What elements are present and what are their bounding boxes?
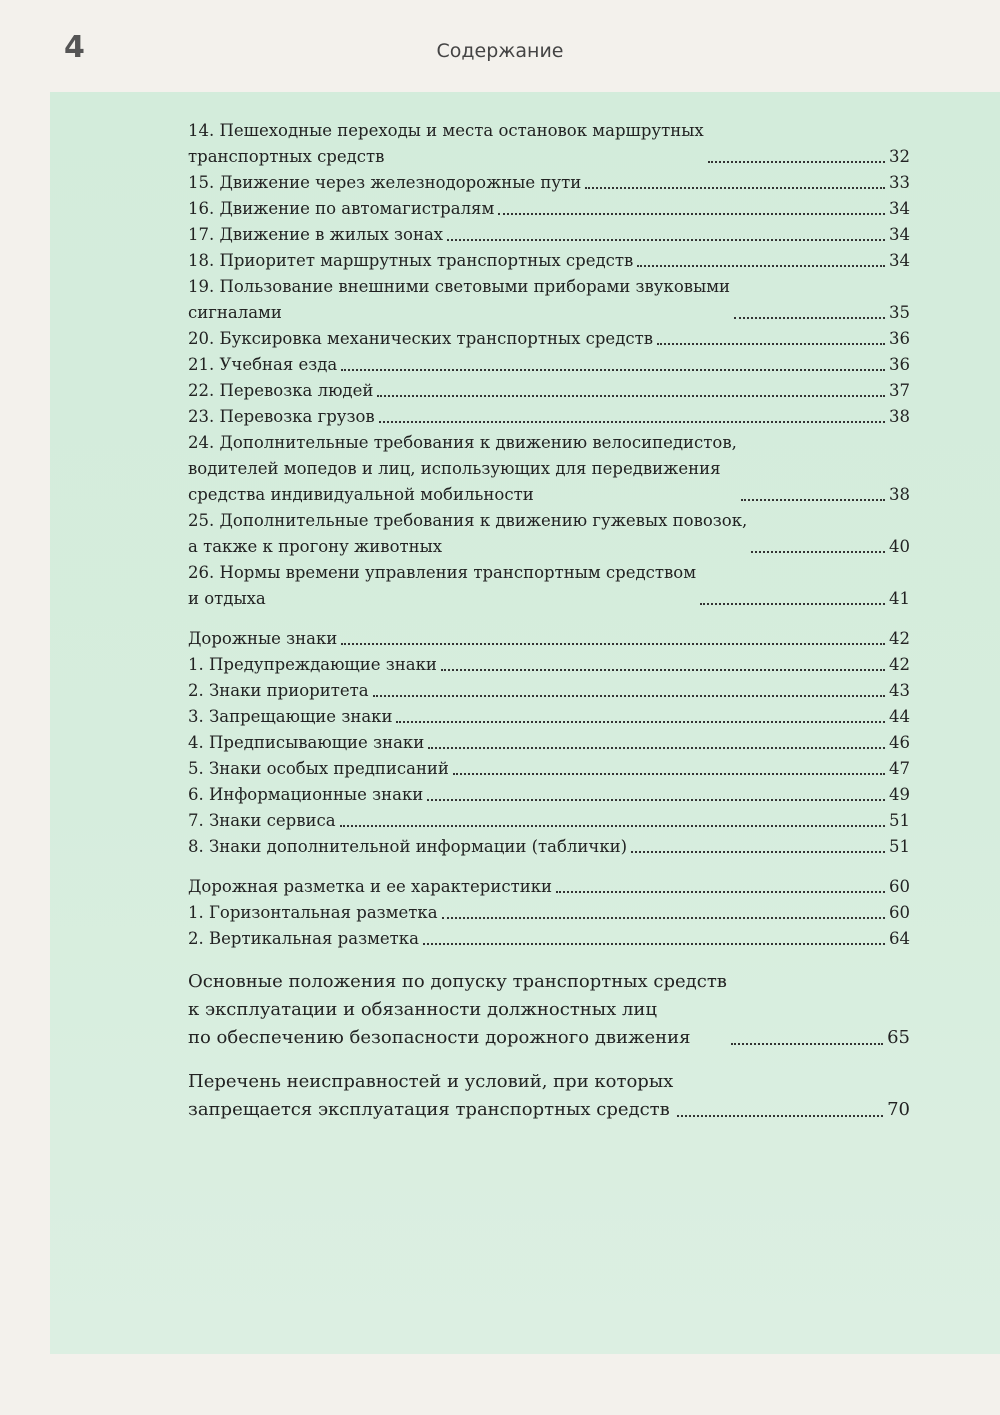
dot-leader xyxy=(340,824,885,827)
toc-entry-title: 6. Информационные знаки xyxy=(188,785,424,804)
toc-entry-title: 22. Перевозка людей xyxy=(188,381,374,400)
toc-entry-title: Основные положения по допуску транспортных средств к эксплуатации и обязанности должностных лиц по обеспечению безопасности дорожного движения xyxy=(188,971,727,1048)
toc-entry xyxy=(188,326,910,352)
toc-entry-title: Перечень неисправностей и условий, при которых запрещается эксплуатация транспортных средств xyxy=(188,1071,674,1120)
toc-entry xyxy=(188,118,910,170)
toc-entry xyxy=(188,274,910,326)
dot-leader xyxy=(427,798,885,801)
toc-entry xyxy=(188,834,910,860)
toc-entry-title: 1. Горизонтальная разметка xyxy=(188,903,438,922)
toc-entry xyxy=(188,756,910,782)
toc-entry-page: 41 xyxy=(889,589,910,608)
toc-entry-page: 38 xyxy=(889,485,910,504)
dot-leader xyxy=(585,186,885,189)
toc-entry-title: 5. Знаки особых предписаний xyxy=(188,759,449,778)
dot-leader xyxy=(377,394,885,397)
toc-entry xyxy=(188,378,910,404)
toc-entry xyxy=(188,808,910,834)
toc-entry-title: 18. Приоритет маршрутных транспортных средств xyxy=(188,251,634,270)
toc-entry xyxy=(188,704,910,730)
dot-leader xyxy=(428,746,885,749)
dot-leader xyxy=(700,602,885,605)
dot-leader xyxy=(441,668,885,671)
toc-entry-page: 51 xyxy=(889,811,910,830)
dot-leader xyxy=(396,720,885,723)
toc-entry-page: 47 xyxy=(889,759,910,778)
toc-entry xyxy=(188,926,910,952)
dot-leader xyxy=(556,890,885,893)
toc-entry-title: 2. Знаки приоритета xyxy=(188,681,369,700)
toc-section-malfunctions xyxy=(188,1068,910,1124)
dot-leader xyxy=(734,316,885,319)
toc-entry-title: 26. Нормы времени управления транспортным средством и отдыха xyxy=(188,563,697,608)
dot-leader xyxy=(453,772,885,775)
toc-entry-title: 14. Пешеходные переходы и места остановок маршрутных транспортных средств xyxy=(188,121,704,166)
toc-entry-page: 34 xyxy=(889,199,910,218)
toc-entry-title: 23. Перевозка грузов xyxy=(188,407,375,426)
toc-entry-page: 51 xyxy=(889,837,910,856)
toc-entry xyxy=(188,404,910,430)
dot-leader xyxy=(741,498,885,501)
toc-entry-title: 25. Дополнительные требования к движению гужевых повозок, а также к прогону животных xyxy=(188,511,748,556)
toc-entry xyxy=(188,508,910,560)
toc-entry-title: 2. Вертикальная разметка xyxy=(188,929,419,948)
toc-entry xyxy=(188,196,910,222)
toc-entry-page: 70 xyxy=(887,1099,910,1120)
toc-entry-page: 35 xyxy=(889,303,910,322)
dot-leader xyxy=(708,160,885,163)
toc-entry xyxy=(188,170,910,196)
toc-entry xyxy=(188,560,910,612)
dot-leader xyxy=(677,1114,883,1117)
toc-entry-title: 1. Предупреждающие знаки xyxy=(188,655,437,674)
toc-entry-page: 34 xyxy=(889,225,910,244)
toc-entry-page: 44 xyxy=(889,707,910,726)
dot-leader xyxy=(447,238,885,241)
toc-entry xyxy=(188,352,910,378)
toc-entry xyxy=(188,782,910,808)
dot-leader xyxy=(751,550,885,553)
toc-entry-title: 4. Предписывающие знаки xyxy=(188,733,425,752)
toc-entry-title: 16. Движение по автомагистралям xyxy=(188,199,495,218)
toc-entry-title: 15. Движение через железнодорожные пути xyxy=(188,173,582,192)
dot-leader xyxy=(657,342,885,345)
toc-section-heading-road-markings xyxy=(188,874,910,900)
toc-entry-page: 46 xyxy=(889,733,910,752)
dot-leader xyxy=(341,642,885,645)
toc-entry-page: 33 xyxy=(889,173,910,192)
dot-leader xyxy=(498,212,885,215)
table-of-contents xyxy=(188,118,910,1124)
toc-entry-title: 17. Движение в жилых зонах xyxy=(188,225,444,244)
toc-section-heading-road-signs xyxy=(188,626,910,652)
toc-entry-title: 8. Знаки дополнительной информации (таблички) xyxy=(188,837,628,856)
dot-leader xyxy=(373,694,885,697)
toc-entry-title: 20. Буксировка механических транспортных средств xyxy=(188,329,654,348)
toc-entry-title: Дорожная разметка и ее характеристики xyxy=(188,877,553,896)
toc-entry-page: 40 xyxy=(889,537,910,556)
dot-leader xyxy=(731,1042,883,1045)
toc-entry-page: 42 xyxy=(889,629,910,648)
toc-entry-page: 60 xyxy=(889,877,910,896)
dot-leader xyxy=(341,368,885,371)
dot-leader xyxy=(442,916,885,919)
toc-entry xyxy=(188,430,910,508)
toc-entry xyxy=(188,900,910,926)
dot-leader xyxy=(423,942,885,945)
toc-entry-page: 38 xyxy=(889,407,910,426)
toc-entry-title: Дорожные знаки xyxy=(188,629,338,648)
toc-entry-page: 42 xyxy=(889,655,910,674)
toc-section-basic-provisions xyxy=(188,968,910,1052)
toc-entry xyxy=(188,652,910,678)
page-number: 4 xyxy=(64,30,85,65)
toc-entry-title: 3. Запрещающие знаки xyxy=(188,707,393,726)
toc-entry-page: 34 xyxy=(889,251,910,270)
toc-entry-page: 37 xyxy=(889,381,910,400)
toc-entry-title: 7. Знаки сервиса xyxy=(188,811,336,830)
toc-entry-page: 36 xyxy=(889,329,910,348)
toc-entry-page: 64 xyxy=(889,929,910,948)
toc-entry-page: 49 xyxy=(889,785,910,804)
toc-entry xyxy=(188,222,910,248)
dot-leader xyxy=(379,420,885,423)
dot-leader xyxy=(637,264,885,267)
toc-entry-page: 60 xyxy=(889,903,910,922)
toc-entry-page: 36 xyxy=(889,355,910,374)
toc-entry-page: 65 xyxy=(887,1027,910,1048)
running-header-title: Содержание xyxy=(436,40,564,62)
dot-leader xyxy=(631,850,885,853)
toc-entry-title: 19. Пользование внешними световыми приборами звуковыми сигналами xyxy=(188,277,731,322)
toc-entry-title: 21. Учебная езда xyxy=(188,355,338,374)
toc-entry xyxy=(188,730,910,756)
toc-entry xyxy=(188,248,910,274)
toc-entry-page: 43 xyxy=(889,681,910,700)
toc-entry-title: 24. Дополнительные требования к движению велосипедистов, водителей мопедов и лиц, использующих для передвижения средства индивидуальной мобильности xyxy=(188,433,737,504)
toc-entry-page: 32 xyxy=(889,147,910,166)
toc-entry xyxy=(188,678,910,704)
